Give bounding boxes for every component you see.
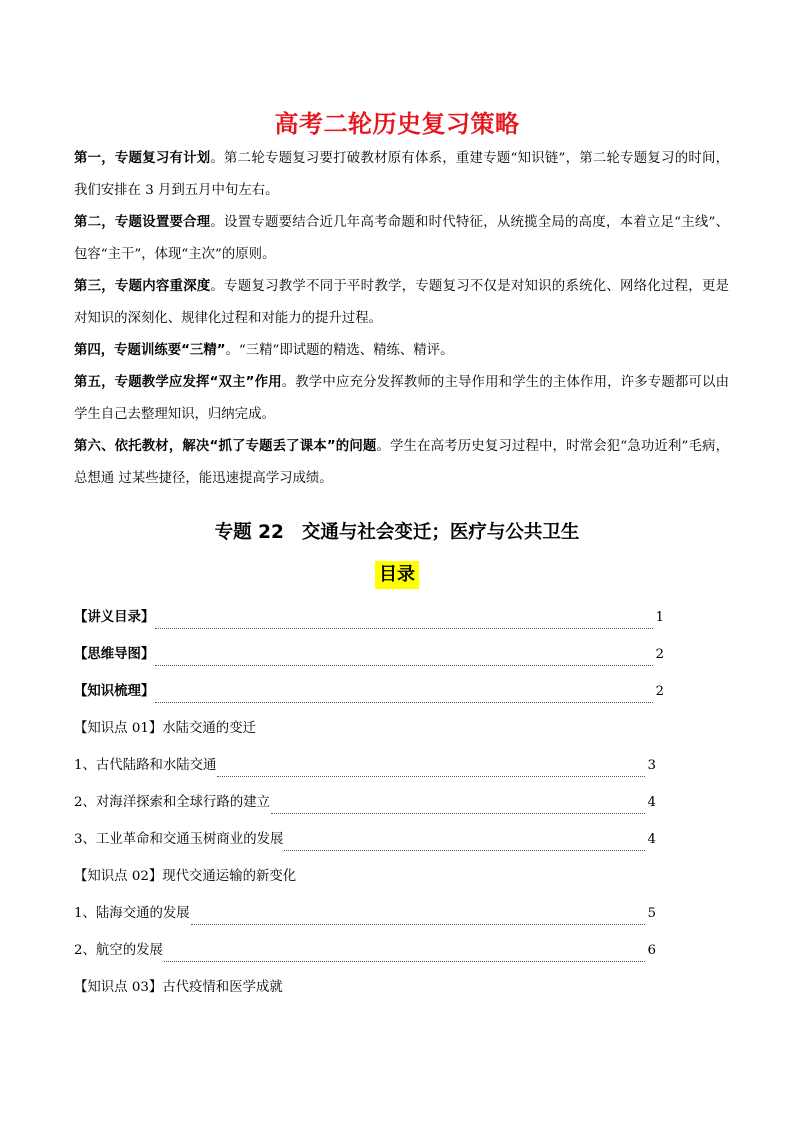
toc-entry[interactable] [74, 936, 656, 973]
strategy-text: 。设置专题要结合近几年高考命题和时代特征，从统揽全局的高度，本着立足“主线”、包容“主干”，体现“主次”的原则。 [74, 215, 729, 262]
toc-entry-label: 2、对海洋探索和全球行路的建立 [74, 795, 270, 810]
toc-entry-label: 1、古代陆路和水陆交通 [74, 758, 217, 773]
strategy-paragraph [74, 143, 729, 207]
toc-leader-dots [271, 812, 645, 814]
strategy-lead: 第二，专题设置要合理 [74, 215, 211, 230]
strategy-paragraph [74, 431, 729, 495]
strategy-lead: 第四，专题训练要“三精” [74, 343, 226, 358]
toc-section-heading[interactable] [74, 973, 664, 1010]
toc-entry[interactable] [74, 603, 664, 640]
toc-leader-dots [164, 960, 645, 962]
strategy-paragraph [74, 335, 729, 367]
toc-leader-dots [155, 701, 653, 703]
toc-entry[interactable] [74, 640, 664, 677]
toc-entry-label: 【知识点 01】水陆交通的变迁 [74, 721, 256, 736]
toc-heading-wrap [0, 561, 794, 589]
strategy-paragraph [74, 207, 729, 271]
topic-title [0, 518, 794, 544]
toc-leader-dots [155, 664, 653, 666]
toc-entry-page: 2 [655, 684, 664, 699]
strategy-text: 。“三精”即试题的精选、精练、精评。 [225, 343, 454, 358]
toc-section-heading[interactable] [74, 714, 664, 751]
toc-entry[interactable] [74, 788, 656, 825]
strategy-lead: 第一，专题复习有计划 [74, 151, 211, 166]
main-title: 高考二轮历史复习策略 [274, 110, 520, 138]
toc-entry-label: 2、航空的发展 [74, 943, 163, 958]
toc-entry-label: 【知识点 03】古代疫情和医学成就 [74, 980, 283, 995]
toc-leader-dots [191, 923, 645, 925]
strategy-text: 。第二轮专题复习要打破教材原有体系，重建专题“知识链”，第二轮专题复习的时间，我们安排在 3 月到五月中旬左右。 [74, 151, 729, 198]
toc-leader-dots [217, 775, 645, 777]
toc-section-heading[interactable] [74, 862, 664, 899]
toc-entry-label: 【知识点 02】现代交通运输的新变化 [74, 869, 297, 884]
toc-leader-dots [284, 849, 645, 851]
toc-entry-label: 【讲义目录】 [74, 610, 155, 625]
toc-entry[interactable] [74, 751, 656, 788]
strategy-list [74, 143, 729, 495]
strategy-paragraph [74, 271, 729, 335]
table-of-contents [74, 603, 664, 1010]
toc-entry-page: 6 [647, 943, 656, 958]
toc-entry-page: 2 [655, 647, 664, 662]
toc-entry[interactable] [74, 899, 656, 936]
toc-heading: 目录 [375, 561, 419, 589]
toc-leader-dots [155, 627, 653, 629]
toc-entry-page: 1 [655, 610, 664, 625]
toc-entry-page: 5 [647, 906, 656, 921]
strategy-paragraph [74, 367, 729, 431]
toc-entry-label: 1、陆海交通的发展 [74, 906, 190, 921]
toc-entry-label: 【知识梳理】 [74, 684, 155, 699]
toc-entry-label: 【思维导图】 [74, 647, 155, 662]
toc-entry-page: 4 [647, 795, 656, 810]
strategy-lead: 第六、依托教材，解决“抓了专题丢了课本”的问题 [74, 439, 377, 454]
toc-entry-label: 3、工业革命和交通玉树商业的发展 [74, 832, 284, 847]
toc-entry[interactable] [74, 825, 656, 862]
topic-number: 专题 22 [214, 522, 284, 543]
strategy-lead: 第三，专题内容重深度 [74, 279, 211, 294]
toc-entry-page: 3 [647, 758, 656, 773]
toc-entry-page: 4 [647, 832, 656, 847]
topic-name: 交通与社会变迁；医疗与公共卫生 [301, 522, 580, 543]
strategy-text: 。专题复习教学不同于平时教学，专题复习不仅是对知识的系统化、网络化过程，更是对知识的深刻化、规律化过程和对能力的提升过程。 [74, 279, 730, 326]
strategy-lead: 第五，专题教学应发挥“双主”作用 [74, 375, 282, 390]
strategy-text: 。学生在高考历史复习过程中，时常会犯“急功近利”毛病，总想通 过某些捷径，能迅速提高学习成绩。 [74, 439, 729, 486]
strategy-text: 。教学中应充分发挥教师的主导作用和学生的主体作用，许多专题都可以由学生自己去整理知识，归纳完成。 [74, 375, 729, 422]
toc-entry[interactable] [74, 677, 664, 714]
